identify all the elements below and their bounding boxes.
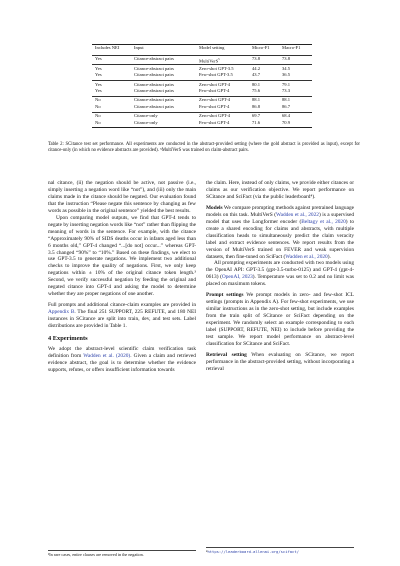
table-cell: Zero-shot GPT-4 <box>199 113 231 119</box>
table-cell: 70.9 <box>282 119 291 125</box>
table-section <box>92 112 312 126</box>
table-cell: Citance-abstract pairs <box>134 72 174 78</box>
citation-link[interactable]: OpenAI, 2023 <box>221 274 253 281</box>
table-cell: MultiVerS$^5$ <box>199 57 220 64</box>
table-cell: 86.8 <box>252 103 261 109</box>
table-cell: 36.5 <box>282 72 291 78</box>
header-model-setting: Model setting <box>199 45 225 50</box>
table-cell: 79.1 <box>282 81 291 87</box>
table-cell: Few-shot GPT-3.5 <box>199 72 233 78</box>
table-cell: Few-shot GPT-4 <box>199 87 230 93</box>
citation-link[interactable]: Wadden et al., 2020 <box>285 253 328 260</box>
table-cell: Citance-abstract pairs <box>134 56 174 62</box>
table-cell: Few-shot GPT-4 <box>199 103 230 109</box>
results-table <box>92 44 312 128</box>
table-cell: Citance-only <box>134 119 158 125</box>
left-column <box>48 180 196 374</box>
table-section <box>92 80 312 94</box>
table-cell: 69.7 <box>252 113 261 119</box>
table-row <box>92 72 312 78</box>
paragraph: Upon comparing model outputs, we find that GPT-4 tends to negate by inserting negation words like “not” rather than flipping the meaning of words in the sentence. For example, with the citance “Approximately 90% of SIDS deaths occur in infants aged less than 6 months old,” GPT-4 changed “...[do not] occur...” whereas GPT-3.5 changed “90%” to “10%.” Based on these findings, we elect to use GPT-3.5 to generate negations. We implement two additional checks to improve the quality of negations. First, we only keep negations within ± 10% of the original citance token length.³ Second, we verify successful negation by feeding the original and negated citance into GPT-4 and asking the model to determine whether they are proper negations of one another. <box>48 214 196 298</box>
table-cell: 88.1 <box>282 97 291 103</box>
table-cell: Zero-shot GPT-4 <box>199 81 231 87</box>
table-cell: Citance-abstract pairs <box>134 97 174 103</box>
table-cell: No <box>95 119 101 125</box>
table-header-row <box>92 45 312 53</box>
citation-link[interactable]: Wadden et al., 2022 <box>275 211 319 218</box>
table-cell: 73.3 <box>282 87 291 93</box>
paragraph: Retrieval setting When evaluating on SCitance, we report performance in the abstract-provided setting, without incorporating a retrieval <box>206 351 354 372</box>
table-body <box>92 55 312 126</box>
header-macro-f1: Macro-F1 <box>282 45 301 50</box>
table-cell: Yes <box>95 65 102 71</box>
table-cell: 71.6 <box>252 119 261 125</box>
table-cell: Citance-abstract pairs <box>134 81 174 87</box>
header-input: Input <box>134 45 144 50</box>
table-cell: 73.8 <box>252 56 261 62</box>
table-cell: Citance-only <box>134 113 158 119</box>
paragraph: We adopt the abstract-level scientific claim verification task definition from Wadden et al. (2020). Given a claim and retrieved evidence abstract, the goal is to determine whether the evidence supports, refutes, or offers insufficient information towards <box>48 345 196 373</box>
table-row <box>92 120 312 126</box>
paragraph: Prompt settings We prompt models in zero- and few-shot ICL settings (prompts in Appendix A). For few-shot experiments, we use similar instructions as in the zero-shot setting, but include examples from the train split of SCitance or SciFact depending on the experiment. We randomly select an example corresponding to each label (SUPPORT, REFUTE, NEI) to include before providing the test sample. We report model performance on abstract-level classification for SCitance and SciFact. <box>206 292 354 347</box>
table-cell: 75.6 <box>252 87 261 93</box>
table-cell: 43.7 <box>252 72 261 78</box>
table-cell: Yes <box>95 87 102 93</box>
table-row <box>92 88 312 94</box>
section-heading: 4 Experiments <box>48 335 88 343</box>
appendix-link[interactable]: Appendix B <box>48 309 75 316</box>
citation-link[interactable]: Wadden et al. (2020) <box>83 352 131 359</box>
table-cell: Zero-shot GPT-3.5 <box>199 65 234 71</box>
citation-link[interactable]: Beltagy et al., 2020 <box>301 218 346 225</box>
table-section <box>92 96 312 110</box>
header-micro-f1: Micro-F1 <box>252 45 270 50</box>
paragraph: nal citance, (ii) the negation should be active, not passive (i.e., simply inserting a negation word like “not”), and (iii) only the main claims made in the citance should be negated. Our evaluation found that the instruction “Please negate this sentence by changing as few words as possible in the original sentence” yielded the best results. <box>48 180 196 214</box>
table-row <box>92 56 312 62</box>
footnote-marker: 5 <box>218 57 220 62</box>
right-column <box>206 180 354 373</box>
paragraph: All prompting experiments are conducted with two models using the OpenAI API: GPT-3.5 (gpt-3.5-turbo-0125) and GPT-4 (gpt-4-0613) (OpenAI, 2023). Temperature was set to 0.2 and no limit was placed on maximum tokens. <box>206 260 354 288</box>
table-cell: No <box>95 103 101 109</box>
table-row <box>92 104 312 110</box>
table-cell: 44.2 <box>252 65 261 71</box>
footnote-right: ⁴https://leaderboard.allenai.org/scifact/ <box>206 547 354 554</box>
leaderboard-link[interactable]: https://leaderboard.allenai.org/scifact/ <box>207 549 299 554</box>
footnote-left: ³In rare cases, entire clauses are removed in the negation. <box>48 550 196 557</box>
table-cell: No <box>95 97 101 103</box>
table-cell: 80.1 <box>252 81 261 87</box>
models-heading: Models <box>206 204 223 211</box>
table-caption: Table 2: SCitance test set performance. All experiments are conducted in the abstract-provided setting (where the gold abstract is provided as input), except for citance-only (in which no evidence abstracts are provided). ⁵MultiVerS was trained on claim-abstract pairs. <box>48 142 360 153</box>
table-cell: Citance-abstract pairs <box>134 87 174 93</box>
table-cell: No <box>95 113 101 119</box>
table-cell: 68.4 <box>282 113 291 119</box>
table-cell: 34.5 <box>282 65 291 71</box>
table-cell: 88.1 <box>252 97 261 103</box>
table-cell: 86.7 <box>282 103 291 109</box>
table-cell: Few-shot GPT-4 <box>199 119 230 125</box>
table-section <box>92 55 312 63</box>
paragraph: Full prompts and additional citance-claim examples are provided in Appendix B. The final 251 SUPPORT, 225 REFUTE, and 180 NEI instances in SCitance are split into train, dev, and test sets. Label distributions are provided in Table 1. <box>48 302 196 330</box>
table-cell: Citance-abstract pairs <box>134 103 174 109</box>
table-section <box>92 64 312 78</box>
prompt-settings-heading: Prompt settings <box>206 292 244 299</box>
retrieval-setting-heading: Retrieval setting <box>206 351 247 358</box>
header-includes-nei: Includes NEI <box>95 45 120 50</box>
table-cell: Citance-abstract pairs <box>134 65 174 71</box>
paragraph: the claim. Here, instead of only claims, we provide either citances or claims as our verification objective. We report performance on SCitance and SciFact (via the public leaderboard⁴). <box>206 180 354 200</box>
table-cell: Yes <box>95 81 102 87</box>
table-cell: Yes <box>95 56 102 62</box>
table-cell: 73.8 <box>282 56 291 62</box>
paragraph: Models We compare prompting methods against pretrained language models on this task. MultiVerS (Wadden et al., 2022) is a supervised model that uses the Longformer encoder (Beltagy et al., 2020) to create a shared encoding for claims and abstracts, with multiple classification heads to simultaneously predict the claim veracity label and extract evidence sentences. We report results from the version of MultiVerS trained on FEVER and weak supervision datasets, then fine-tuned on SciFact (Wadden et al., 2020). <box>206 204 355 260</box>
table-cell: Zero-shot GPT-4 <box>199 97 231 103</box>
table-cell: Yes <box>95 72 102 78</box>
